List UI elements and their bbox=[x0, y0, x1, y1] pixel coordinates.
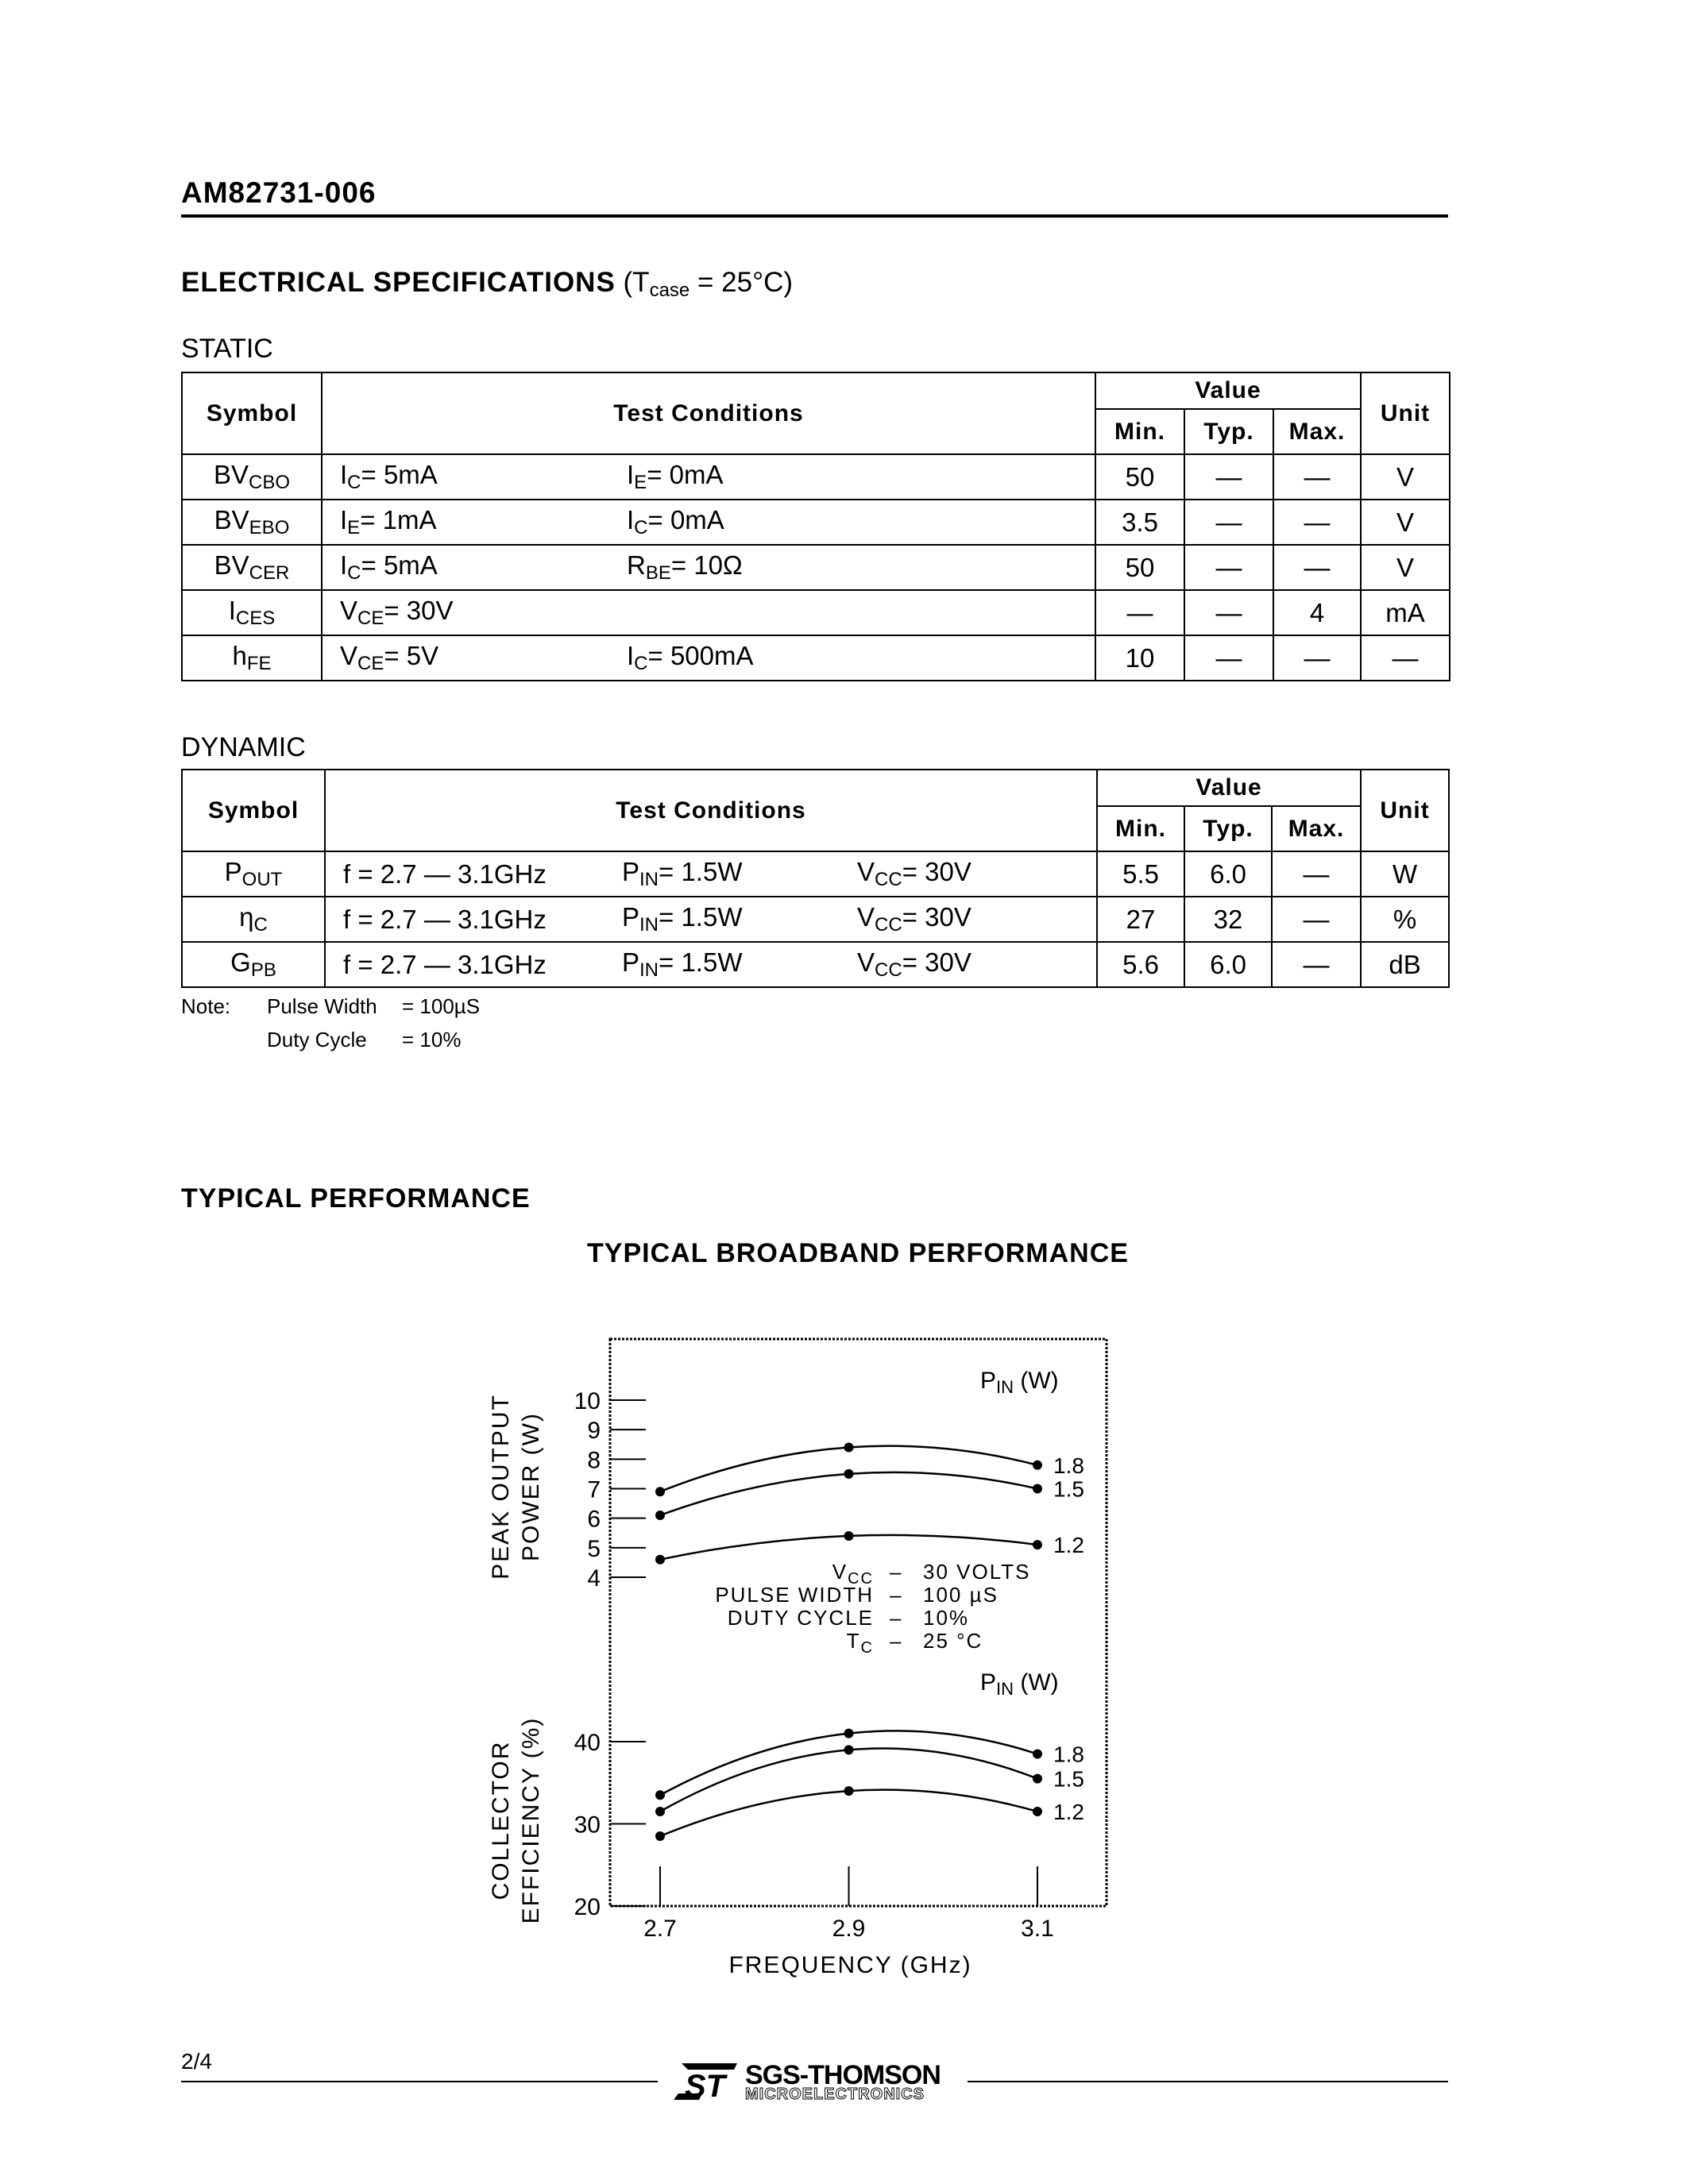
cell-typ: 32 bbox=[1184, 897, 1272, 942]
efficiency-data-point bbox=[655, 1831, 665, 1841]
svg-text:POWER (W): POWER (W) bbox=[518, 1412, 544, 1561]
condition-dash: – bbox=[890, 1629, 902, 1653]
header-typ: Typ. bbox=[1184, 409, 1273, 454]
cell-symbol: $BV_{CER}$ bbox=[182, 545, 322, 590]
cell-symbol: $BV_{CBO}$ bbox=[182, 454, 322, 500]
y-tick-label-power: 6 bbox=[587, 1506, 601, 1533]
dynamic-label: DYNAMIC bbox=[181, 732, 306, 762]
cell-symbol: $\eta_C$ bbox=[182, 897, 325, 942]
efficiency-series-label: 1.5 bbox=[1053, 1766, 1084, 1792]
condition-dash: – bbox=[890, 1560, 902, 1584]
cell-max: — bbox=[1272, 942, 1361, 987]
efficiency-data-point bbox=[1033, 1774, 1042, 1784]
cell-min: 50 bbox=[1095, 454, 1184, 500]
header-value: Value bbox=[1097, 770, 1361, 806]
chart-title: TYPICAL BROADBAND PERFORMANCE bbox=[587, 1238, 1129, 1268]
condition-label: PULSE WIDTH bbox=[715, 1583, 874, 1607]
power-data-point bbox=[1033, 1540, 1042, 1549]
cell-unit: V bbox=[1361, 545, 1450, 590]
efficiency-series-label: 1.2 bbox=[1053, 1799, 1084, 1824]
cell-typ: — bbox=[1184, 590, 1273, 635]
power-series-label: 1.2 bbox=[1053, 1533, 1084, 1558]
power-series-label: 1.8 bbox=[1053, 1453, 1084, 1478]
spec-title: ELECTRICAL SPECIFICATIONS bbox=[181, 267, 616, 298]
cell-typ: 6.0 bbox=[1184, 942, 1272, 987]
note-pulse-width-value: = 100µS bbox=[402, 994, 481, 1018]
note-duty-cycle-value: = 10% bbox=[402, 1028, 462, 1051]
cell-unit: % bbox=[1361, 897, 1449, 942]
footer-rule-left bbox=[181, 2081, 658, 2082]
cell-typ: — bbox=[1184, 454, 1273, 500]
header-typ: Typ. bbox=[1184, 806, 1272, 851]
power-legend-title: $P_{IN}$ (W) bbox=[980, 1368, 1059, 1397]
static-label: STATIC bbox=[181, 334, 273, 364]
cell-unit: V bbox=[1361, 500, 1450, 545]
power-data-point bbox=[844, 1531, 854, 1541]
cell-typ: — bbox=[1184, 500, 1273, 545]
header-symbol: Symbol bbox=[182, 372, 322, 454]
power-data-point bbox=[655, 1511, 665, 1520]
svg-text:EFFICIENCY (%): EFFICIENCY (%) bbox=[518, 1716, 544, 1924]
efficiency-series-line bbox=[660, 1748, 1037, 1812]
efficiency-series-line bbox=[660, 1790, 1037, 1836]
cell-min: 50 bbox=[1095, 545, 1184, 590]
condition-label: DUTY CYCLE bbox=[727, 1606, 874, 1630]
power-series-line bbox=[660, 1472, 1037, 1515]
y-tick-label-power: 10 bbox=[574, 1388, 601, 1414]
x-axis-label: FREQUENCY (GHz) bbox=[728, 1952, 972, 1978]
cell-unit: — bbox=[1361, 635, 1450, 681]
cell-condition-1: f = 2.7 — 3.1GHz bbox=[325, 942, 622, 987]
cell-condition-2: $R_{BE}= 10\Omega$ bbox=[627, 545, 1095, 590]
cell-symbol: $BV_{EBO}$ bbox=[182, 500, 322, 545]
y-tick-label-efficiency: 30 bbox=[574, 1812, 601, 1839]
efficiency-data-point bbox=[1033, 1750, 1042, 1759]
efficiency-legend-title: $P_{IN}$ (W) bbox=[980, 1669, 1059, 1699]
cell-min: 5.5 bbox=[1097, 851, 1184, 897]
y-axis-label-power bbox=[488, 1394, 544, 1580]
cell-unit: mA bbox=[1361, 590, 1450, 635]
cell-condition-1: $V_{CE}= 5V$ bbox=[322, 635, 627, 681]
svg-text:ST: ST bbox=[685, 2069, 726, 2104]
brand-name: SGS-THOMSON bbox=[745, 2060, 941, 2090]
cell-max: — bbox=[1273, 454, 1361, 500]
x-tick-label: 2.9 bbox=[832, 1916, 866, 1942]
cell-min: 5.6 bbox=[1097, 942, 1184, 987]
y-tick-label-power: 4 bbox=[587, 1565, 601, 1592]
y-tick-label-efficiency: 40 bbox=[574, 1730, 601, 1756]
efficiency-data-point bbox=[844, 1786, 854, 1796]
cell-max: — bbox=[1272, 897, 1361, 942]
condition-value: 100 µS bbox=[923, 1583, 999, 1607]
condition-value: 25 °C bbox=[923, 1629, 983, 1653]
cell-max: — bbox=[1272, 851, 1361, 897]
cell-symbol: $P_{OUT}$ bbox=[182, 851, 325, 897]
condition-value: 10% bbox=[923, 1606, 970, 1630]
cell-typ: — bbox=[1184, 635, 1273, 681]
y-tick-label-power: 9 bbox=[587, 1418, 601, 1445]
svg-text:PEAK OUTPUT: PEAK OUTPUT bbox=[488, 1394, 514, 1580]
y-tick-label-power: 7 bbox=[587, 1476, 601, 1503]
efficiency-data-point bbox=[844, 1745, 854, 1754]
cell-min: — bbox=[1095, 590, 1184, 635]
condition-dash: – bbox=[890, 1583, 902, 1607]
efficiency-data-point bbox=[844, 1729, 854, 1738]
efficiency-data-point bbox=[655, 1790, 665, 1800]
header-max: Max. bbox=[1272, 806, 1361, 851]
cell-unit: W bbox=[1361, 851, 1449, 897]
header-test-conditions: Test Conditions bbox=[325, 770, 1097, 851]
cell-condition-2: $I_E= 0mA$ bbox=[627, 454, 1095, 500]
condition-value: 30 VOLTS bbox=[923, 1560, 1031, 1584]
header-unit: Unit bbox=[1361, 770, 1449, 851]
cell-condition-2: $I_C= 0mA$ bbox=[627, 500, 1095, 545]
page-number: 2/4 bbox=[181, 2049, 212, 2074]
footer-rule-right bbox=[968, 2081, 1448, 2082]
x-tick-label: 3.1 bbox=[1021, 1916, 1054, 1942]
y-axis-label-efficiency bbox=[488, 1717, 544, 1924]
y-tick-label-power: 5 bbox=[587, 1535, 601, 1562]
header-unit: Unit bbox=[1361, 372, 1450, 454]
power-data-point bbox=[655, 1555, 665, 1565]
efficiency-data-point bbox=[1033, 1807, 1042, 1816]
cell-unit: dB bbox=[1361, 942, 1449, 987]
header-min: Min. bbox=[1097, 806, 1184, 851]
cell-min: 3.5 bbox=[1095, 500, 1184, 545]
cell-condition-1: $I_E= 1mA$ bbox=[322, 500, 627, 545]
spec-condition: $(T_{case} = 25^\circ C)$ bbox=[623, 267, 794, 301]
cell-min: 10 bbox=[1095, 635, 1184, 681]
cell-symbol: $I_{CES}$ bbox=[182, 590, 322, 635]
cell-max: — bbox=[1273, 545, 1361, 590]
x-tick-label: 2.7 bbox=[643, 1916, 677, 1942]
cell-condition-1: $I_C= 5mA$ bbox=[322, 454, 627, 500]
cell-max: — bbox=[1273, 500, 1361, 545]
cell-max: 4 bbox=[1273, 590, 1361, 635]
power-data-point bbox=[1033, 1461, 1042, 1470]
note-label: Note: bbox=[181, 994, 231, 1018]
condition-label: $V_{CC}$ bbox=[832, 1560, 874, 1588]
cell-unit: V bbox=[1361, 454, 1450, 500]
power-data-point bbox=[1033, 1484, 1042, 1494]
document-id: AM82731-006 bbox=[181, 176, 377, 209]
power-data-point bbox=[844, 1442, 854, 1452]
cell-condition-1: $V_{CE}= 30V$ bbox=[322, 590, 627, 635]
cell-condition-3: $V_{CC}= 30V$ bbox=[857, 897, 1097, 942]
header-max: Max. bbox=[1273, 409, 1361, 454]
sgs-thomson-logo bbox=[667, 2060, 961, 2105]
power-data-point bbox=[655, 1487, 665, 1496]
st-logo-icon bbox=[667, 2060, 739, 2105]
brand-subtitle: MICROELECTRONICS bbox=[745, 2086, 925, 2103]
svg-text:COLLECTOR: COLLECTOR bbox=[488, 1740, 514, 1900]
condition-label: $T_C$ bbox=[846, 1629, 874, 1657]
power-series-line bbox=[660, 1446, 1037, 1492]
performance-heading: TYPICAL PERFORMANCE bbox=[181, 1183, 531, 1214]
efficiency-data-point bbox=[655, 1807, 665, 1816]
cell-condition-3: $V_{CC}= 30V$ bbox=[857, 851, 1097, 897]
header-min: Min. bbox=[1095, 409, 1184, 454]
cell-symbol: $h_{FE}$ bbox=[182, 635, 322, 681]
cell-condition-3: $V_{CC}= 30V$ bbox=[857, 942, 1097, 987]
cell-typ: 6.0 bbox=[1184, 851, 1272, 897]
power-data-point bbox=[844, 1469, 854, 1479]
cell-min: 27 bbox=[1097, 897, 1184, 942]
cell-max: — bbox=[1273, 635, 1361, 681]
condition-dash: – bbox=[890, 1606, 902, 1630]
y-tick-label-efficiency: 20 bbox=[574, 1894, 601, 1920]
header-symbol: Symbol bbox=[182, 770, 325, 851]
cell-condition-2: $P_{IN}= 1.5W$ bbox=[622, 897, 857, 942]
power-series-label: 1.5 bbox=[1053, 1476, 1084, 1502]
header-test-conditions: Test Conditions bbox=[322, 372, 1095, 454]
note-pulse-width-label: Pulse Width bbox=[267, 994, 377, 1018]
cell-symbol: $G_{PB}$ bbox=[182, 942, 325, 987]
cell-condition-2: $P_{IN}= 1.5W$ bbox=[622, 942, 857, 987]
efficiency-series-line bbox=[660, 1731, 1037, 1795]
note-duty-cycle-label: Duty Cycle bbox=[267, 1028, 367, 1051]
cell-typ: — bbox=[1184, 545, 1273, 590]
cell-condition-1: f = 2.7 — 3.1GHz bbox=[325, 851, 622, 897]
cell-condition-2: $P_{IN}= 1.5W$ bbox=[622, 851, 857, 897]
header-value: Value bbox=[1095, 372, 1361, 409]
y-tick-label-power: 8 bbox=[587, 1447, 601, 1474]
cell-condition-1: f = 2.7 — 3.1GHz bbox=[325, 897, 622, 942]
cell-condition-1: $I_C= 5mA$ bbox=[322, 545, 627, 590]
efficiency-series-label: 1.8 bbox=[1053, 1742, 1084, 1767]
cell-condition-2: $I_C= 500mA$ bbox=[627, 635, 1095, 681]
